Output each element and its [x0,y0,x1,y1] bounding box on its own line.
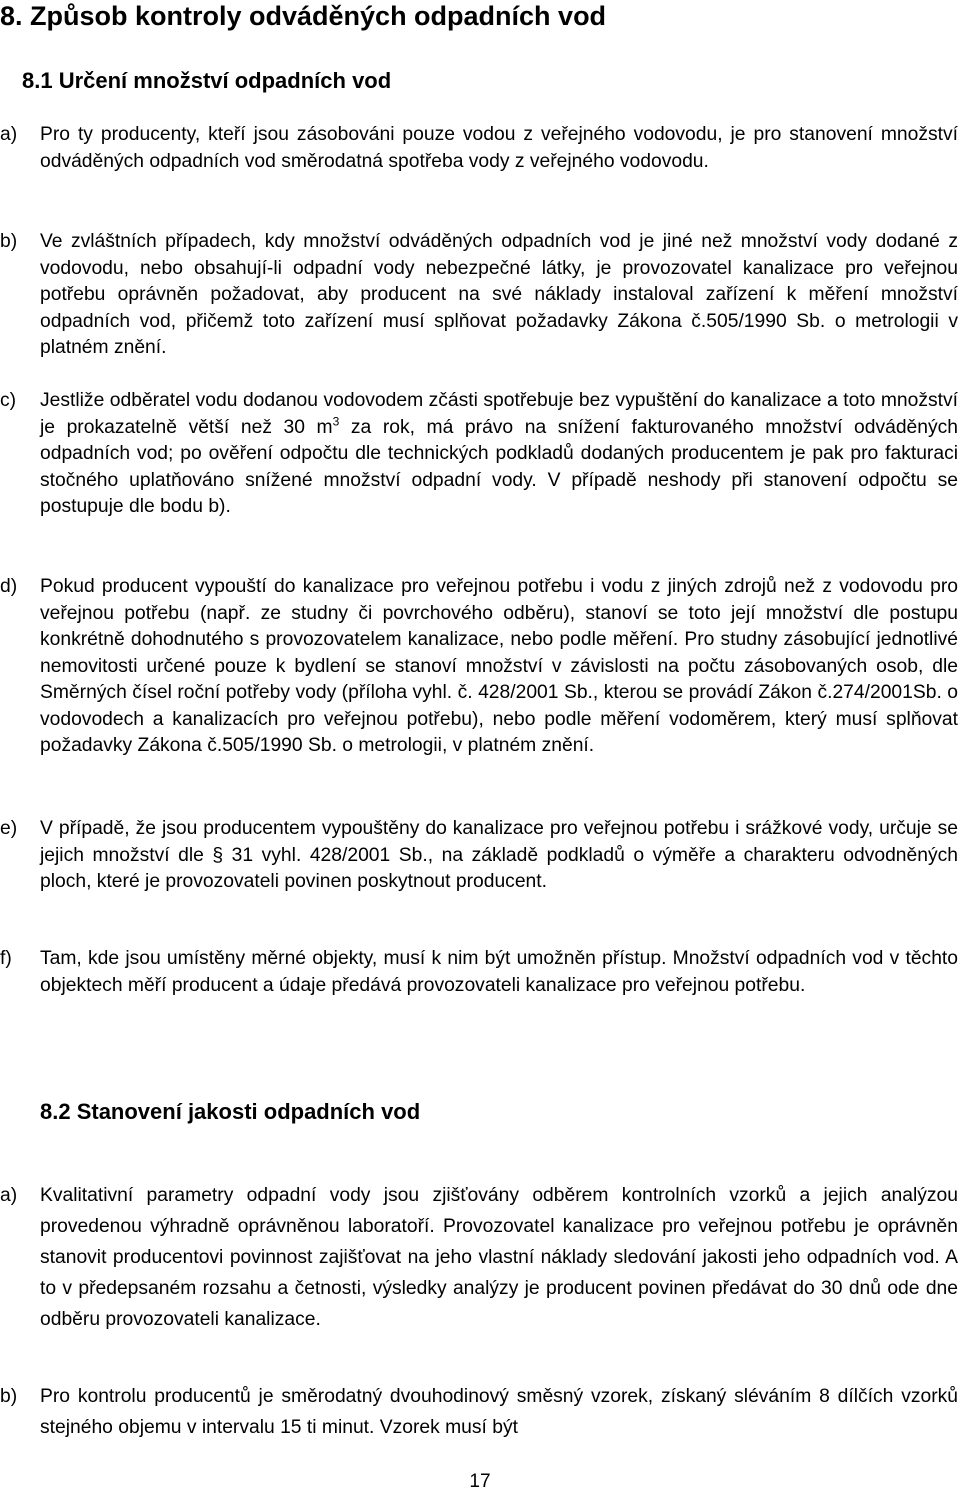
subsection-heading-8-2: 8.2 Stanovení jakosti odpadních vod [40,1099,421,1124]
item-text: Pro kontrolu producentů je směrodatný dvouhodinový směsný vzorek, získaný sléváním 8 dílčích vzorků stejného objemu v intervalu 15 ti minut. Vzorek musí být [40,1386,958,1438]
item-letter: f) [0,948,12,969]
item-text-part: Jestliže odběratel vodu dodanou vodovodem zčásti spotřebuje bez vypuštění do kanalizace a toto množství je prokazatelně větší než 30 m [40,390,958,438]
item-letter: b) [0,231,18,252]
item-text [40,388,958,521]
page-number: 17 [469,1471,491,1492]
section-heading: 8. Způsob kontroly odváděných odpadních vod [0,1,607,31]
item-letter: c) [0,390,17,411]
item-text: Ve zvláštních případech, kdy množství odváděných odpadních vod je jiné než množství vody dodané z vodovodu, nebo obsahují-li odpadní vody nebezpečné látky, je provozovatel kanalizace pro veřejnou potřebu oprávněn požadovat, aby producent na své náklady instaloval zařízení k měření množství odpadních vod, přičemž toto zařízení musí splňovat požadavky Zákona č.505/1990 Sb. o metrologii v platném znění. [40,231,958,358]
list-item-b [0,229,958,362]
item-letter: a) [0,1185,18,1206]
list-item-e [0,816,958,896]
item-text: Pro ty producenty, kteří jsou zásobováni pouze vodou z veřejného vodovodu, je pro stanovení množství odváděných odpadních vod směrodatná spotřeba vody z veřejného vodovodu. [40,124,958,172]
item-text: Pokud producent vypouští do kanalizace pro veřejnou potřebu i vodu z jiných zdrojů než z vodovodu pro veřejnou potřebu (např. ze studny či povrchového odběru), stanoví se toto její množství dle postupu konkrétně dohodnutého s provozovatelem kanalizace, nebo podle měření. Pro studny zásobující jednotlivé nemovitosti určené pouze k bydlení se stanoví množství v závislosti na počtu zásobovaných osob, dle Směrných čísel roční potřeby vody (příloha vyhl. č. 428/2001 Sb., kterou se provádí Zákon č.274/2001Sb. o vodovodech a kanalizacích pro veřejnou potřebu), nebo podle měření vodoměrem, který musí splňovat požadavky Zákona č.505/1990 Sb. o metrologii, v platném znění. [40,576,958,756]
item-letter: d) [0,576,18,597]
item-text: Kvalitativní parametry odpadní vody jsou zjišťovány odběrem kontrolních vzorků a jejich analýzou provedenou výhradně oprávněnou laboratoří. Provozovatel kanalizace pro veřejnou potřebu je oprávněn stanovit producentovi povinnost zajišťovat na jeho vlastní náklady sledování jakosti jeho odpadních vod. A to v předepsaném rozsahu a četnosti, výsledky analýzy je producent povinen předávat do 30 dnů ode dne odběru provozovateli kanalizace. [40,1185,958,1330]
item-text: V případě, že jsou producentem vypouštěny do kanalizace pro veřejnou potřebu i srážkové vody, určuje se jejich množství dle § 31 vyhl. 428/2001 Sb., na základě podkladů o výměře a charakteru odvodněných ploch, které je provozovateli povinen poskytnout producent. [40,818,958,892]
list-item-d [0,574,958,760]
list-item-a [0,122,958,175]
list-item-a [0,1180,958,1335]
item-letter: a) [0,124,18,145]
item-letter: e) [0,818,18,839]
item-text: Tam, kde jsou umístěny měrné objekty, musí k nim být umožněn přístup. Množství odpadních vod v těchto objektech měří producent a údaje předává provozovateli kanalizace pro veřejnou potřebu. [40,948,958,996]
list-item-b [0,1381,958,1443]
item-letter: b) [0,1386,18,1407]
list-item-c [0,388,958,521]
list-item-f [0,946,958,999]
subsection-heading-8-1: 8.1 Určení množství odpadních vod [22,68,392,93]
superscript: 3 [332,414,340,429]
item-text-part: za rok, má právo na snížení fakturovaného množství odváděných odpadních vod; po ověření odpočtu dle technických podkladů dodaných producentem je pak pro fakturaci stočného uplatňováno snížené množství odpadní vody. V případě neshody při stanovení odpočtu se postupuje dle bodu b). [40,416,958,517]
